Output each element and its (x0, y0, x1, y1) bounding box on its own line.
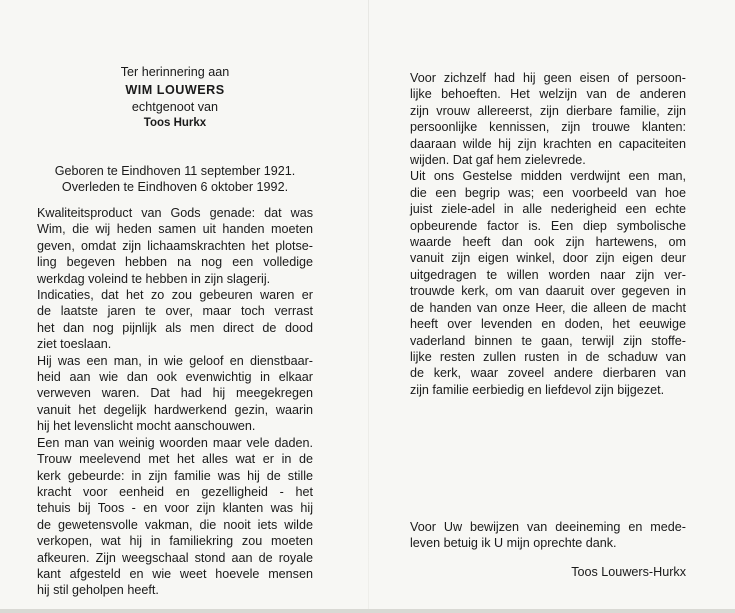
text-line: werkdag voleind te hebben in zijn slagerij. (37, 271, 271, 286)
text-line: persoonlijke kennissen, zijn trouwe klanten: (410, 120, 686, 135)
text-line: die een begrip was; een voorbeeld van hoe (410, 185, 686, 200)
spouse-name: Toos Hurkx (143, 117, 207, 130)
birth-date: Geboren te Eindhoven 11 september 1921. (54, 164, 296, 178)
card-edge (0, 609, 735, 613)
text-line: waarde heeft dan ook zijn hartewens, om (410, 235, 686, 250)
text-line: Wim, die wij heden samen uit handen moeten (37, 222, 313, 237)
text-line: hij stil geholpen heeft. (37, 583, 159, 598)
text-line: kant afgesteld en wie weet hoevele mensen (37, 566, 313, 581)
text-line: ziet toeslaan. (37, 337, 112, 352)
death-date: Overleden te Eindhoven 6 oktober 1992. (61, 180, 289, 195)
text-line: Uit ons Gestelse midden verdwijnt een man, (410, 169, 686, 184)
thank-you-note (410, 519, 686, 552)
text-line: hij het levenslicht mocht aanschouwen. (37, 419, 256, 434)
text-line: vanuit het degelijk hardwerkend gezin, waarin (37, 402, 313, 417)
text-line: leven betuig ik U mijn oprechte dank. (410, 536, 617, 551)
text-line: juist ziele-adel in alle nederigheid een echte (410, 202, 686, 217)
text-line: Voor Uw bewijzen van deeineming en mede- (410, 520, 686, 534)
text-line: heeft over levenden en doden, het eeuwige (410, 317, 686, 332)
text-line: verweven waren. Dat had hij meegekregen (37, 386, 313, 401)
text-line: tehuis bij Toos - en voor zijn klanten was hij (37, 501, 313, 516)
text-line: ling begeven hebben na nog een volledige (37, 255, 313, 270)
text-line: uitgedragen te willen worden naar zijn ver- (410, 267, 686, 282)
text-line: de gewetensvolle vakman, die nooit iets wilde (37, 517, 313, 532)
text-line: zijn familie eerbiedig en liefdevol zijn bijgezet. (410, 382, 665, 397)
text-line: kerk gebeurde: in zijn familie was hij de stille (37, 468, 313, 483)
life-dates (37, 163, 313, 196)
text-line: de kerk, waar zoveel andere dierbaren van (410, 366, 686, 381)
text-line: zijn vrouw allereerst, zijn dierbare familie, zijn (410, 103, 686, 118)
relation-text: echtgenoot van (131, 99, 219, 114)
text-line: daaraan wilde hij zijn krachten en capaciteiten (410, 136, 686, 151)
text-line: het dan nog pijnlijk als men direct de dood (37, 320, 313, 335)
deceased-name: WIM LOUWERS (125, 82, 225, 97)
text-line: Indicaties, dat het zo zou gebeuren waren er (37, 288, 313, 303)
left-column-text (37, 205, 313, 599)
text-line: wijden. Dat gaf hem zielevrede. (410, 153, 586, 168)
text-line: opbeurende factor is. Een diep symbolische (410, 218, 686, 233)
text-line: geven, omdat zijn lichaamskrachten het plotse- (37, 238, 313, 253)
text-line: lijke resten zullen rusten in de schaduw van (410, 349, 686, 364)
text-line: de handen van onze Heer, die alleen de macht (410, 300, 686, 315)
right-column-text (410, 70, 686, 398)
text-line: trouwde kerk, om van daaruit over gegeven in (410, 284, 686, 299)
intro-text: Ter herinnering aan (120, 65, 230, 79)
text-line: afkeuren. Zijn weegschaal stond aan de royale (37, 550, 313, 565)
text-line: Hij was een man, in wie geloof en dienstbaar- (37, 353, 313, 368)
text-line: lijke behoeften. Het welzijn van de anderen (410, 87, 686, 102)
card-header (37, 64, 313, 132)
text-line: Kwaliteitsproduct van Gods genade: dat was (37, 206, 313, 220)
text-line: Een man van weinig woorden maar vele daden. (37, 435, 313, 450)
text-line: verkopen, wat hij in familiekring zou moeten (37, 534, 313, 549)
signature: Toos Louwers-Hurkx (571, 565, 686, 579)
text-line: Voor zichzelf had hij geen eisen of persoon- (410, 71, 686, 85)
text-line: kracht voor eenheid en gezelligheid - het (37, 484, 313, 499)
text-line: heid aan wie dan ook evenwichtig in elkaar (37, 370, 313, 385)
text-line: de laatste jaren te over, maar toch verrast (37, 304, 313, 319)
text-line: Trouw meelevend met het alles wat er in de (37, 452, 313, 467)
text-line: vaderland binnen te gaan, terwijl zijn stoffe- (410, 333, 686, 348)
fold-line (368, 0, 369, 613)
text-line: vanuit zijn eigen winkel, door zijn eigen deur (410, 251, 686, 266)
